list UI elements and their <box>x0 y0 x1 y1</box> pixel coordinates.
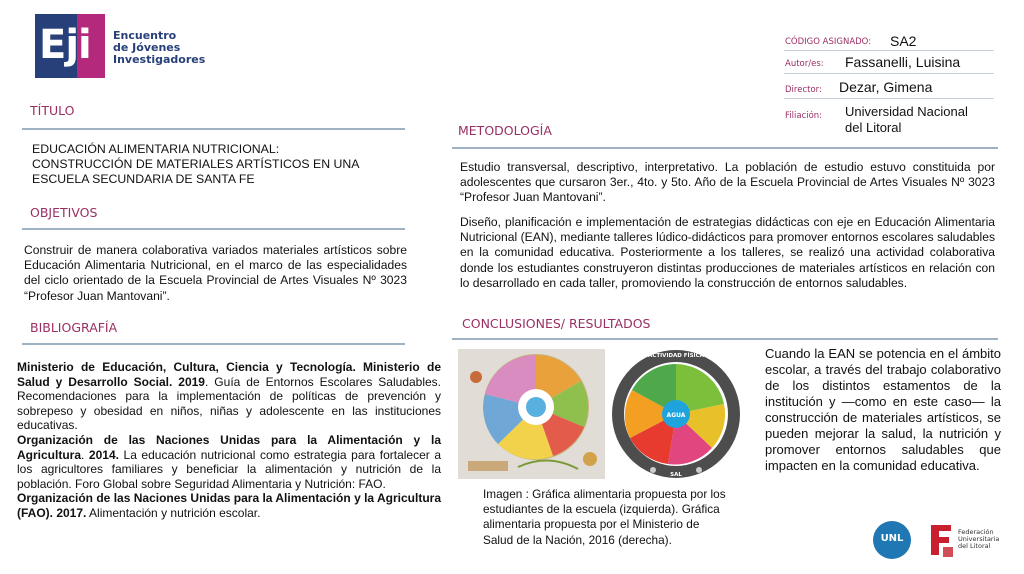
ministry-food-plate-graphic <box>606 348 746 480</box>
filiacion-line-1: Universidad Nacional <box>845 104 968 119</box>
bibliography-entry <box>17 433 441 491</box>
federacion-line-1: Federación <box>958 528 994 536</box>
objetivos-text: Construir de manera colaborativa variados materiales artísticos sobre Educación Alimentaria Nutricional, en el marco de las especialidades del ciclo orientado de la Escuela Provincial de Artes Visuales Nº 3023 “Profesor Juan Mantovani”. <box>24 243 407 303</box>
bibliography-entry <box>17 360 441 433</box>
logo-letters: Eji <box>39 22 91 68</box>
info-divider <box>784 98 994 99</box>
logo-line-2: de Jóvenes <box>113 41 181 54</box>
student-food-chart-photo <box>458 349 605 479</box>
images-caption: Imagen : Gráfica alimentaria propuesta por los estudiantes de la escuela (izquierda). Gráfica alimentaria propuesta por el Ministerio de Salud de la Nación, 2016 (derecha). <box>483 487 726 547</box>
info-divider <box>784 73 994 74</box>
ref2-text: La educación nutricional como estrategia para fortalecer a los agricultores familiares y beneficiar la alimentación y nutrición de la población. Foro Global sobre Seguridad Alimentaria y Nutrición: FAO. <box>17 447 441 491</box>
metodologia-para-2: Diseño, planificación e implementación de estrategias didácticas con eje en Educación Alimentaria Nutricional (EAN), mediante talleres lúdico-didácticos para promover entornos escolares saludables en la comunidad educativa. Posteriormente a los talleres, se realizó una actividad colaborativa donde los estudiantes construyeron distintas producciones de materiales artísticos en relación con lo desarrollado en cada taller, promoviendo la construcción de entornos saludables. <box>460 215 995 290</box>
filiacion-line-2: del Litoral <box>845 120 902 135</box>
director-value: Dezar, Gimena <box>839 79 933 95</box>
plate-top-label: ACTIVIDAD FÍSICA <box>648 353 704 359</box>
titulo-line-1: EDUCACIÓN ALIMENTARIA NUTRICIONAL: <box>32 142 280 156</box>
ref2-authors: Organización de las Naciones Unidas para la Alimentación y la Agricultura <box>17 432 441 462</box>
bibliografia-heading: BIBLIOGRAFÍA <box>30 320 118 335</box>
titulo-rule <box>22 128 405 130</box>
ref3-text: Alimentación y nutrición escolar. <box>86 505 261 520</box>
metodologia-rule <box>452 147 998 149</box>
unl-logo-text: UNL <box>880 533 904 544</box>
federacion-line-3: del Litoral <box>958 542 991 550</box>
bibliografia-rule <box>22 343 405 345</box>
federacion-logo-text <box>958 529 999 550</box>
codigo-label: CÓDIGO ASIGNADO: <box>785 37 872 47</box>
eji-logo <box>35 14 105 78</box>
plate-bottom-label: SAL <box>670 472 682 478</box>
codigo-value: SA2 <box>890 33 917 49</box>
conclusiones-text: Cuando la EAN se potencia en el ámbito escolar, a través del trabajo colaborativo de los distintos estamentos de la institución y —como en este caso— la construcción de materiales artísticos, se pueden mejorar la salud, la nutrición y promover entornos saludables que impacten en la comunidad educativa. <box>765 346 1001 473</box>
titulo-text <box>32 142 360 188</box>
filiacion-label: Filiación: <box>785 111 823 121</box>
federacion-line-2: Universitaria <box>958 535 1000 543</box>
filiacion-value <box>845 104 968 136</box>
info-divider <box>784 50 994 51</box>
ref3-authors: Organización de las Naciones Unidas para la Alimentación y la Agricultura (FAO). 2017. <box>17 491 441 520</box>
director-label: Director: <box>785 85 822 95</box>
logo-line-3: Investigadores <box>113 53 206 66</box>
ref1-authors: Ministerio de Educación, Cultura, Ciencia y Tecnología. Ministerio de Salud y Desarrollo Social. 2019 <box>17 360 441 389</box>
plate-center-label: AGUA <box>666 412 686 419</box>
conclusiones-heading: CONCLUSIONES/ RESULTADOS <box>462 316 651 331</box>
autor-value: Fassanelli, Luisina <box>845 54 961 70</box>
unl-logo <box>873 521 911 559</box>
conclusiones-rule <box>452 338 998 340</box>
objetivos-heading: OBJETIVOS <box>30 205 98 220</box>
titulo-heading: TÍTULO <box>30 103 75 118</box>
logo-wordmark <box>113 30 205 66</box>
ref2-year: 2014. <box>88 447 119 462</box>
ref1-text: . Guía de Entornos Escolares Saludables. Recomendaciones para la implementación de políticas de prevención y sobrepeso y obesidad en niños, niñas y adolescente en las instituciones educativas. <box>17 374 442 433</box>
titulo-line-2: CONSTRUCCIÓN DE MATERIALES ARTÍSTICOS EN UNA <box>32 157 360 172</box>
federacion-logo-icon <box>927 521 955 559</box>
logo-line-1: Encuentro <box>113 29 177 42</box>
objetivos-rule <box>22 228 405 230</box>
metodologia-para-1: Estudio transversal, descriptivo, interpretativo. La población de estudio estuvo constituida por adolescentes que cursaron 3er., 4to. y 5to. Año de la Escuela Provincial de Artes Visuales Nº 3023 “Profesor Juan Mantovani”. <box>460 160 995 205</box>
autor-label: Autor/es: <box>785 59 824 69</box>
metodologia-heading: METODOLOGÍA <box>458 123 552 138</box>
bibliography-entry <box>17 491 441 520</box>
bibliografia-list <box>17 360 441 521</box>
ref2-sep: . <box>81 447 89 462</box>
titulo-line-3: ESCUELA SECUNDARIA DE SANTA FE <box>32 172 255 187</box>
